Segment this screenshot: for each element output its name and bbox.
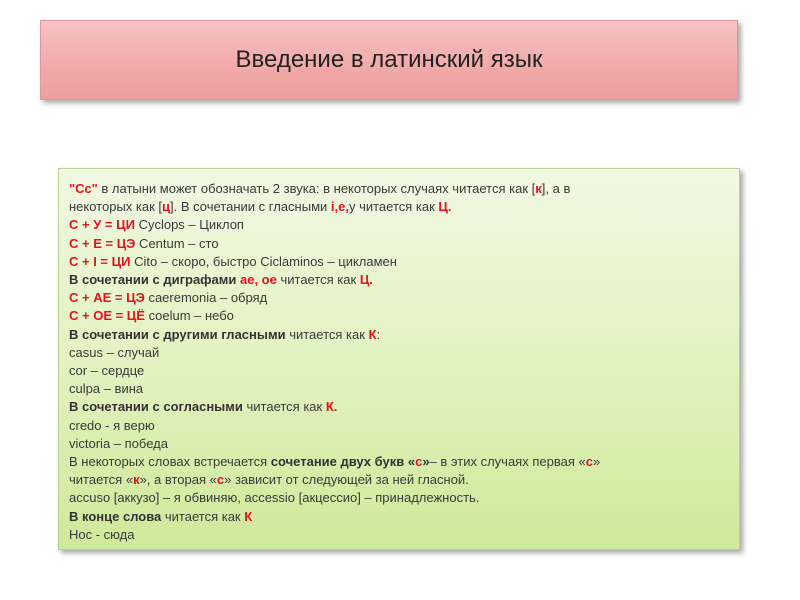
highlight-text: С + ОЕ = ЦЁ [69,308,145,324]
highlight-text: с [585,454,593,470]
text-line [69,508,729,526]
bold-text: В сочетании с диграфами [69,272,240,288]
text-segment: ], а в [541,181,571,196]
highlight-text: С + АЕ = ЦЭ [69,290,145,306]
highlight-text: с [415,454,423,470]
highlight-text: ц [162,199,171,215]
text-line [69,271,729,289]
highlight-text: i,e, [330,199,349,215]
text-line [69,417,729,435]
text-line [69,489,729,507]
bold-text: » [422,454,430,470]
text-segment: », а вторая « [139,472,217,488]
text-line [69,253,729,271]
bold-text: сочетание двух букв « [270,454,416,470]
highlight-text: С + I = ЦИ [69,253,131,269]
text-line [69,289,729,307]
text-segment: Cito – скоро, быстро Ciclaminos – цикламен [130,253,397,269]
highlight-text: ae, oe [240,272,277,288]
highlight-text: С + Е = ЦЭ [69,235,136,251]
bold-text: В сочетании с согласными [69,399,243,415]
content-box [58,168,740,550]
text-segment: читается как [242,399,326,415]
text-line [69,235,729,253]
text-line [69,362,729,380]
text-segment: » зависит от следующей за ней гласной. [224,472,469,488]
highlight-text: Ц. [438,199,452,215]
text-segment: у читается как [348,199,439,215]
text-line [69,471,729,489]
text-line [69,216,729,234]
highlight-text: С + У = ЦИ [69,217,135,233]
text-segment: culpa – вина [69,381,144,397]
text-segment: Hoc - сюда [69,526,135,542]
text-segment: » [592,454,601,470]
highlight-text: к [535,181,542,196]
highlight-text: К [368,326,377,342]
text-lines [69,180,729,544]
text-segment: : [376,326,381,342]
title-box [40,20,738,100]
text-segment: некоторых как [ [69,199,163,215]
text-segment: Centum – сто [135,235,219,251]
text-segment: читается « [69,472,134,488]
text-line [69,180,729,198]
text-segment: – в этих случаях первая « [429,454,586,470]
page-title: Введение в латинский язык [235,46,543,73]
text-segment: ]. В сочетании с гласными [170,199,331,215]
text-line [69,526,729,544]
text-line [69,344,729,362]
text-segment: casus – случай [69,344,160,360]
text-line [69,398,729,416]
highlight-text: Ц. [359,272,373,288]
text-line [69,307,729,325]
text-segment: в латыни может обозначать 2 звука: в некоторых случаях читается как [ [97,181,536,196]
text-segment: accuso [аккузо] – я обвиняю, accessio [акцессио] – принадлежность. [69,490,480,506]
bold-text: В сочетании с другими гласными [69,326,286,342]
text-segment: Cyclops – Циклоп [134,217,244,233]
text-segment: credo - я верю [69,417,155,433]
text-segment: читается как [161,508,245,524]
text-segment: читается как [285,326,369,342]
text-segment: читается как [276,272,360,288]
text-line [69,326,729,344]
text-line [69,380,729,398]
text-segment: caeremonia – обряд [144,290,268,306]
highlight-text: с [216,472,225,488]
text-segment: coelum – небо [145,308,234,324]
text-line [69,435,729,453]
highlight-text: "Сс" [69,181,98,196]
text-segment: victoria – победа [69,435,168,451]
text-segment: В некоторых словах встречается [69,454,271,470]
highlight-text: к [133,472,140,488]
text-line [69,198,729,216]
highlight-text: К. [325,399,338,415]
bold-text: В конце слова [69,508,162,524]
text-line [69,453,729,471]
highlight-text: К [244,508,253,524]
text-segment: cor – сердце [69,363,145,379]
